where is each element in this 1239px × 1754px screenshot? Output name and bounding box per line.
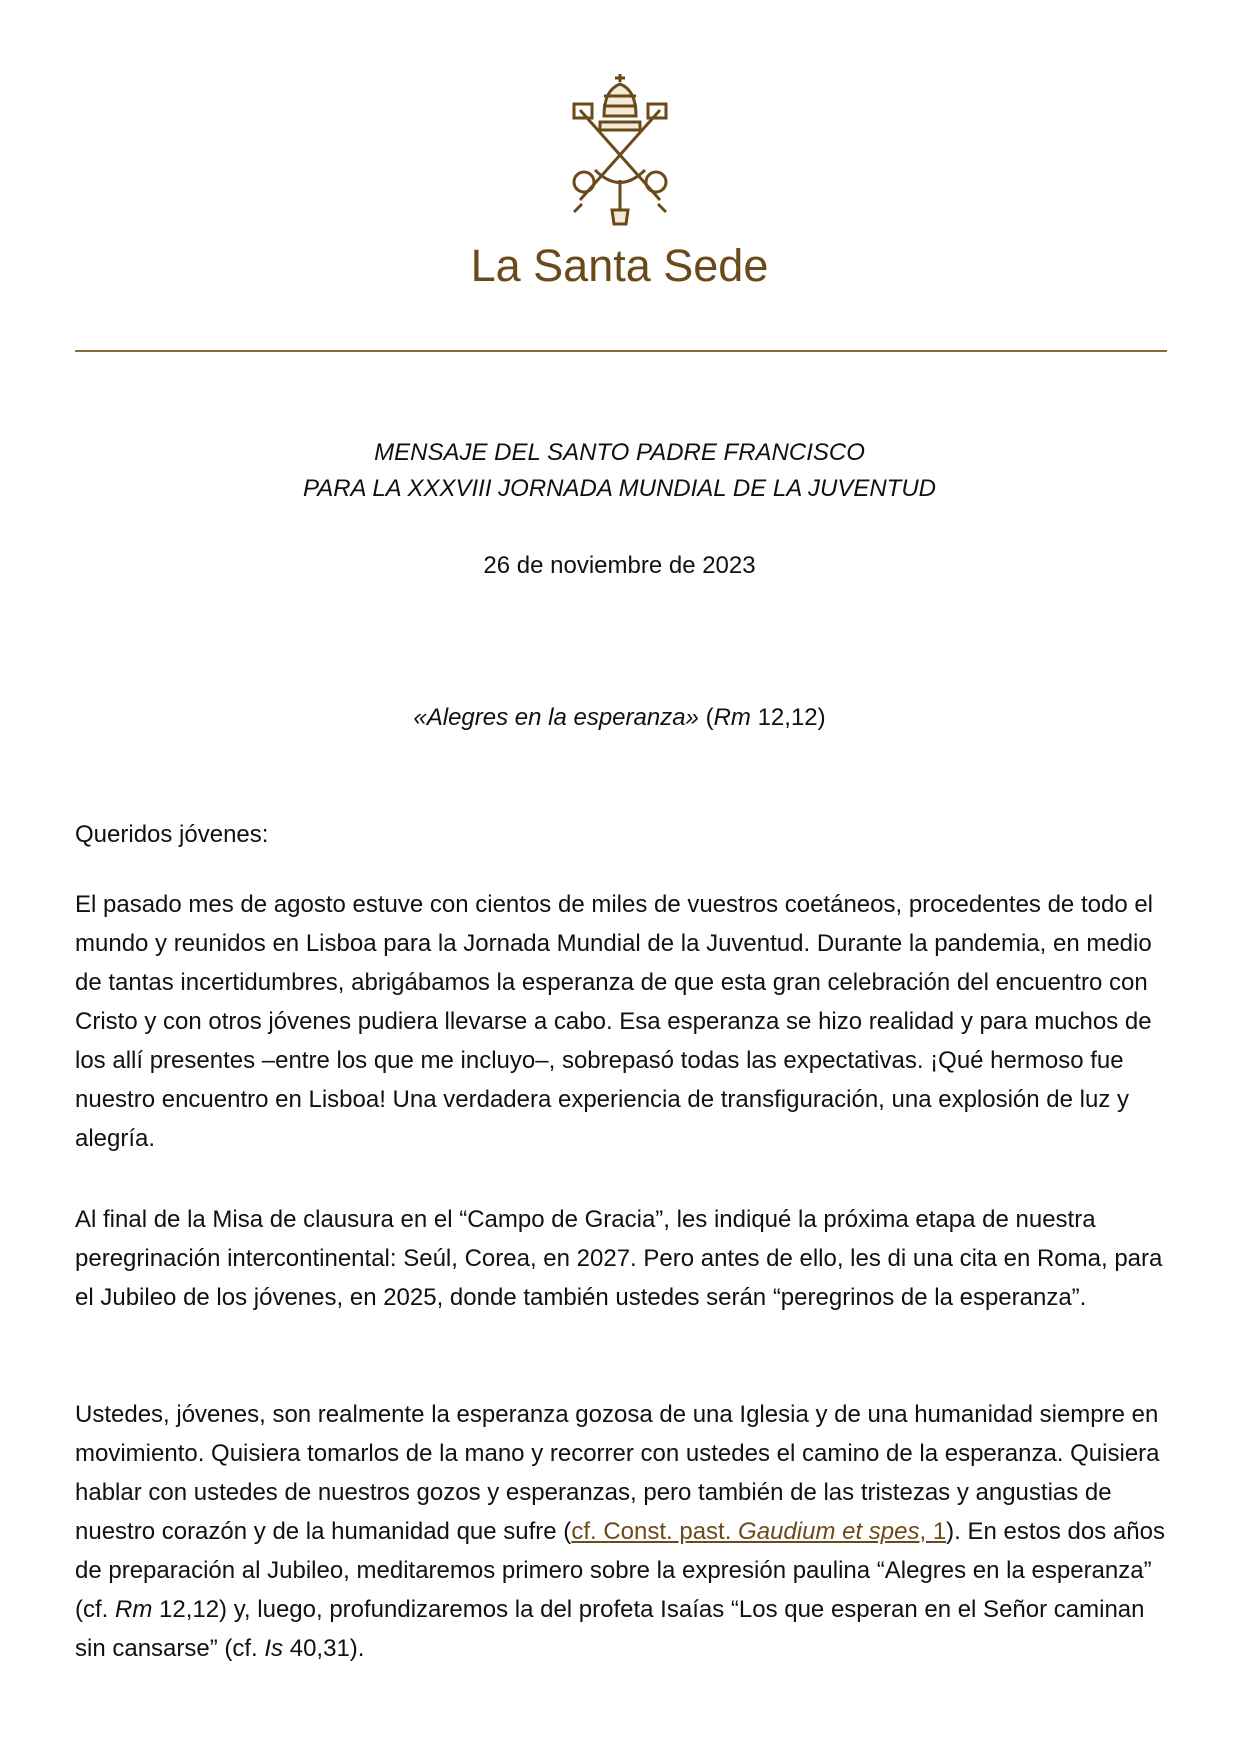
paragraph-2 xyxy=(75,1200,1167,1317)
link-prefix[interactable]: cf. Const. past. xyxy=(571,1518,739,1545)
link-italic[interactable]: Gaudium et spes xyxy=(738,1518,920,1545)
greeting-text: Queridos jóvenes: xyxy=(75,821,269,848)
paragraph-3-part-a: Ustedes, jóvenes, son realmente la esperanza gozosa de una Iglesia y de una humanidad siempre en movimiento. Quisiera tomarlos de la mano y recorrer con ustedes el camino de la esperanza. Quisiera hablar con ustedes de nuestros gozos y esperanzas, pero también de las tristezas y angustias de nuestro corazón y de la humanidad que sufre ( xyxy=(75,1401,1160,1545)
reference-book-rm: Rm xyxy=(115,1596,153,1623)
motto xyxy=(0,700,1239,736)
motto-ref: 12,12) xyxy=(750,704,826,731)
header-divider xyxy=(75,350,1167,352)
motto-open: ( xyxy=(698,704,714,731)
paragraph-2-text: Al final de la Misa de clausura en el “Campo de Gracia”, les indiqué la próxima etapa de nuestra peregrinación intercontinental: Seúl, Corea, en 2027. Pero antes de ello, les di una cita en Roma, para el Jubileo de los jóvenes, en 2025, donde también ustedes serán “peregrinos de la esperanza”. xyxy=(75,1206,1163,1311)
title-line-2: PARA LA XXXVIII JORNADA MUNDIAL DE LA JUVENTUD xyxy=(302,475,937,502)
paragraph-3-part-b: ). En estos dos años de preparación al Jubileo, meditaremos primero sobre la expresión paulina “Alegres en la esperanza” (cf. xyxy=(75,1518,1165,1623)
paragraph-3-part-d: 40,31). xyxy=(283,1635,365,1662)
document-date: 26 de noviembre de 2023 xyxy=(483,552,756,579)
reference-book-is: Is xyxy=(264,1635,284,1662)
paragraph-3-text xyxy=(75,1395,1167,1668)
greeting xyxy=(75,815,1167,854)
document-title xyxy=(0,435,1239,507)
motto-book: Rm xyxy=(713,704,751,731)
paragraph-3 xyxy=(75,1395,1167,1668)
gaudium-et-spes-link[interactable] xyxy=(571,1518,946,1545)
motto-quote: «Alegres en la esperanza» xyxy=(413,704,699,731)
papal-coat-of-arms-icon xyxy=(560,70,680,230)
paragraph-1 xyxy=(75,885,1167,1158)
paragraph-1-text: El pasado mes de agosto estuve con cientos de miles de vuestros coetáneos, procedentes de todo el mundo y reunidos en Lisboa para la Jornada Mundial de la Juventud. Durante la pandemia, en medio de tantas incertidumbres, abrigábamos la esperanza de que esta gran celebración del encuentro con Cristo y con otros jóvenes pudiera llevarse a cabo. Esa esperanza se hizo realidad y para muchos de los allí presentes –entre los que me incluyo–, sobrepasó todas las expectativas. ¡Qué hermoso fue nuestro encuentro en Lisboa! Una verdadera experiencia de transfiguración, una explosión de luz y alegría. xyxy=(75,891,1154,1152)
title-line-1: MENSAJE DEL SANTO PADRE FRANCISCO xyxy=(374,439,865,466)
link-suffix[interactable]: , 1 xyxy=(919,1518,947,1545)
paragraph-3-part-c: 12,12) y, luego, profundizaremos la del profeta Isaías “Los que esperan en el Señor caminan sin cansarse” (cf. xyxy=(75,1596,1145,1662)
site-title[interactable]: La Santa Sede xyxy=(470,240,769,291)
